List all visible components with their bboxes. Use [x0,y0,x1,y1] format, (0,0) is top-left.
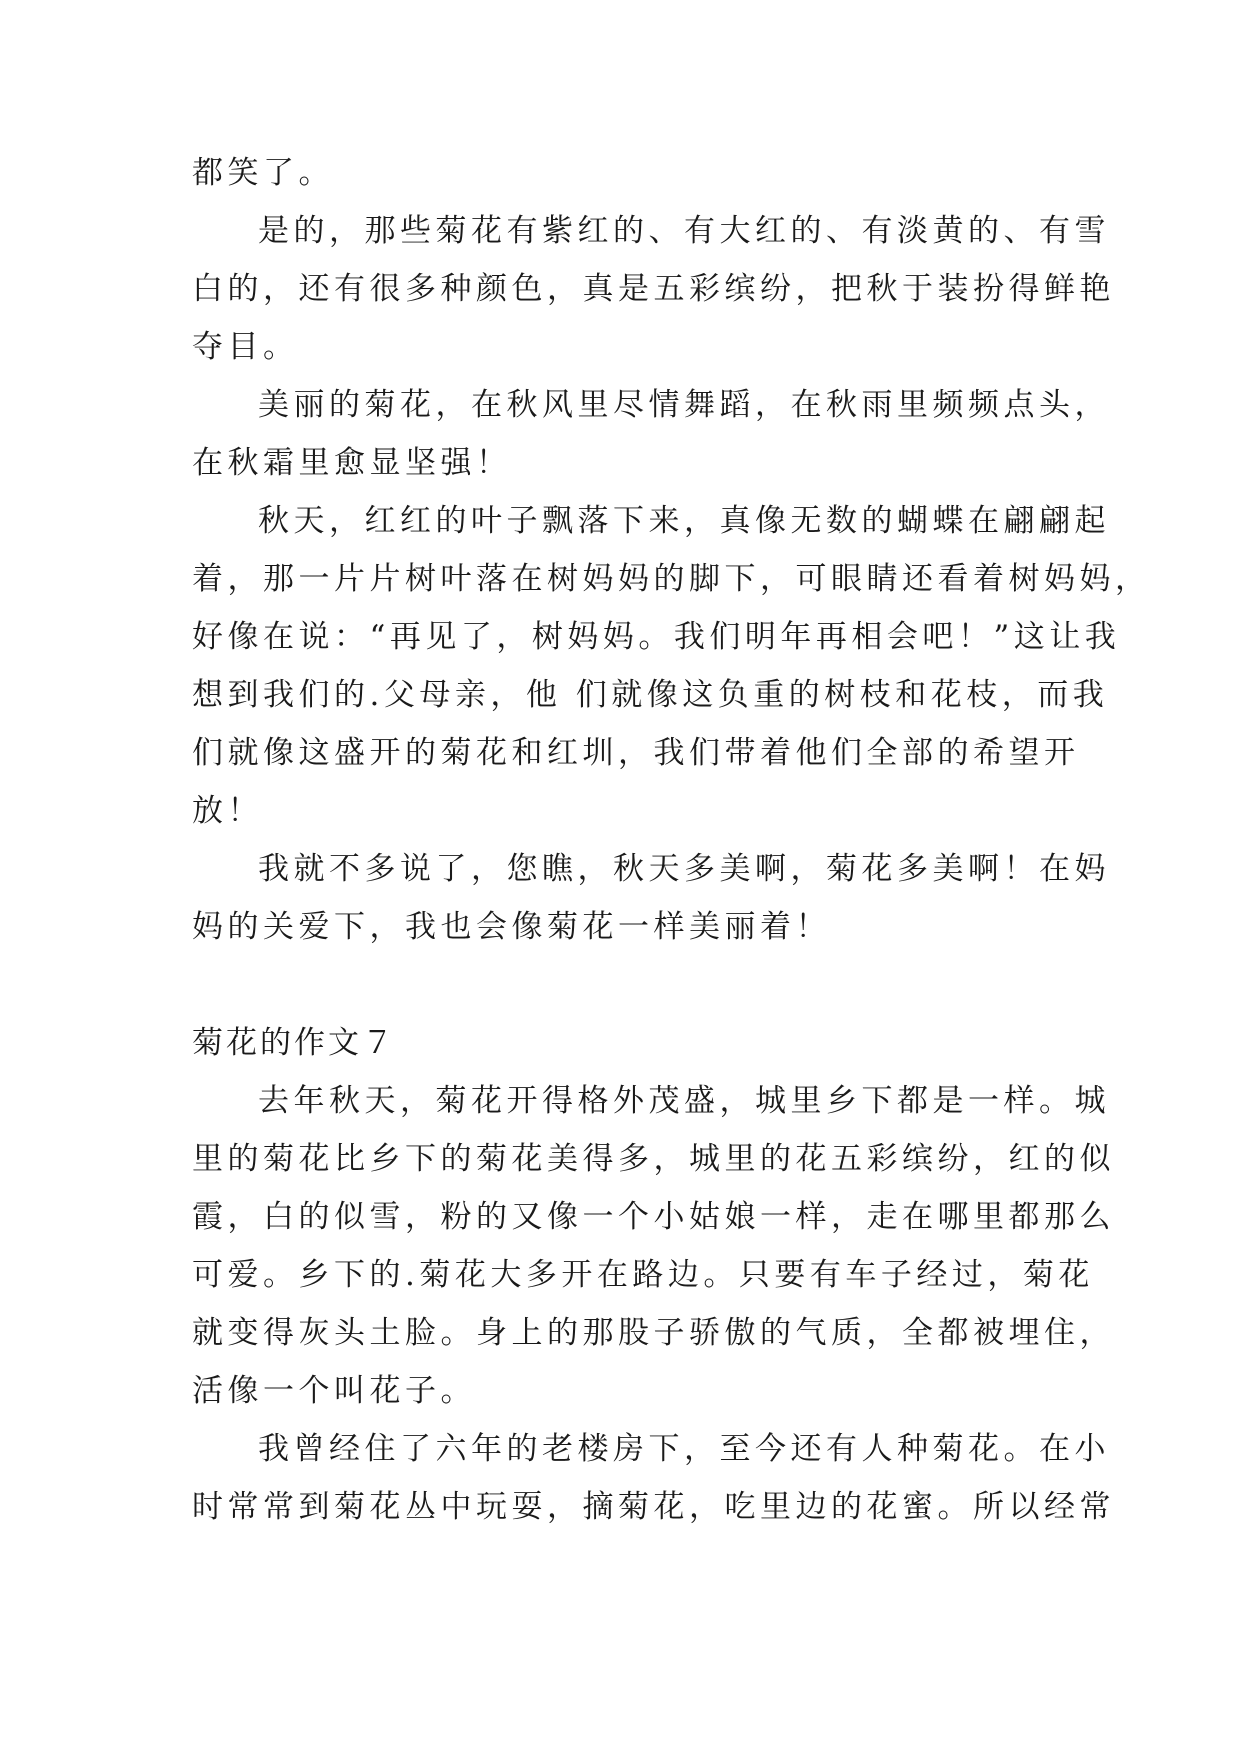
paragraph-start-line: 去年秋天，菊花开得格外茂盛，城里乡下都是一样。城 [258,1083,1110,1119]
paragraph-start-line: 是的，那些菊花有紫红的、有大红的、有淡黄的、有雪 [258,213,1110,249]
text-line: 霞，白的似雪，粉的又像一个小姑娘一样，走在哪里都那么 [192,1199,1115,1235]
text-line: 白的，还有很多种颜色，真是五彩缤纷，把秋于装扮得鲜艳 [192,271,1115,307]
text-line: 着，那一片片树叶落在树妈妈的脚下，可眼睛还看着树妈妈， [192,561,1151,597]
text-line: 活像一个叫花子。 [192,1373,476,1409]
paragraph-start-line: 我曾经住了六年的老楼房下，至今还有人种菊花。在小 [258,1431,1110,1467]
text-line: 妈的关爱下，我也会像菊花一样美丽着！ [192,909,831,945]
text-line: 放！ [192,793,263,829]
text-line: 里的菊花比乡下的菊花美得多，城里的花五彩缤纷，红的似 [192,1141,1115,1177]
text-line: 就变得灰头土脸。身上的那股子骄傲的气质，全都被埋住， [192,1315,1115,1351]
text-line: 时常常到菊花丛中玩耍，摘菊花，吃里边的花蜜。所以经常 [192,1489,1115,1525]
text-line: 都笑了。 [192,155,334,191]
text-line: 们就像这盛开的菊花和红圳，我们带着他们全部的希望开 [192,735,1080,771]
paragraph-start-line: 我就不多说了，您瞧，秋天多美啊，菊花多美啊！在妈 [258,851,1110,887]
text-line: 在秋霜里愈显坚强！ [192,445,512,481]
section-heading: 菊花的作文７ [192,1025,396,1061]
paragraph-start-line: 美丽的菊花，在秋风里尽情舞蹈，在秋雨里频频点头， [258,387,1110,423]
text-line: 想到我们的.父母亲，他 们就像这负重的树枝和花枝，而我 [192,677,1109,713]
text-line: 好像在说：“再见了，树妈妈。我们明年再相会吧！”这让我 [192,619,1121,655]
paragraph-start-line: 秋天，红红的叶子飘落下来，真像无数的蝴蝶在翩翩起 [258,503,1110,539]
text-line: 可爱。乡下的.菊花大多开在路边。只要有车子经过，菊花 [192,1257,1094,1293]
text-line: 夺目。 [192,329,299,365]
